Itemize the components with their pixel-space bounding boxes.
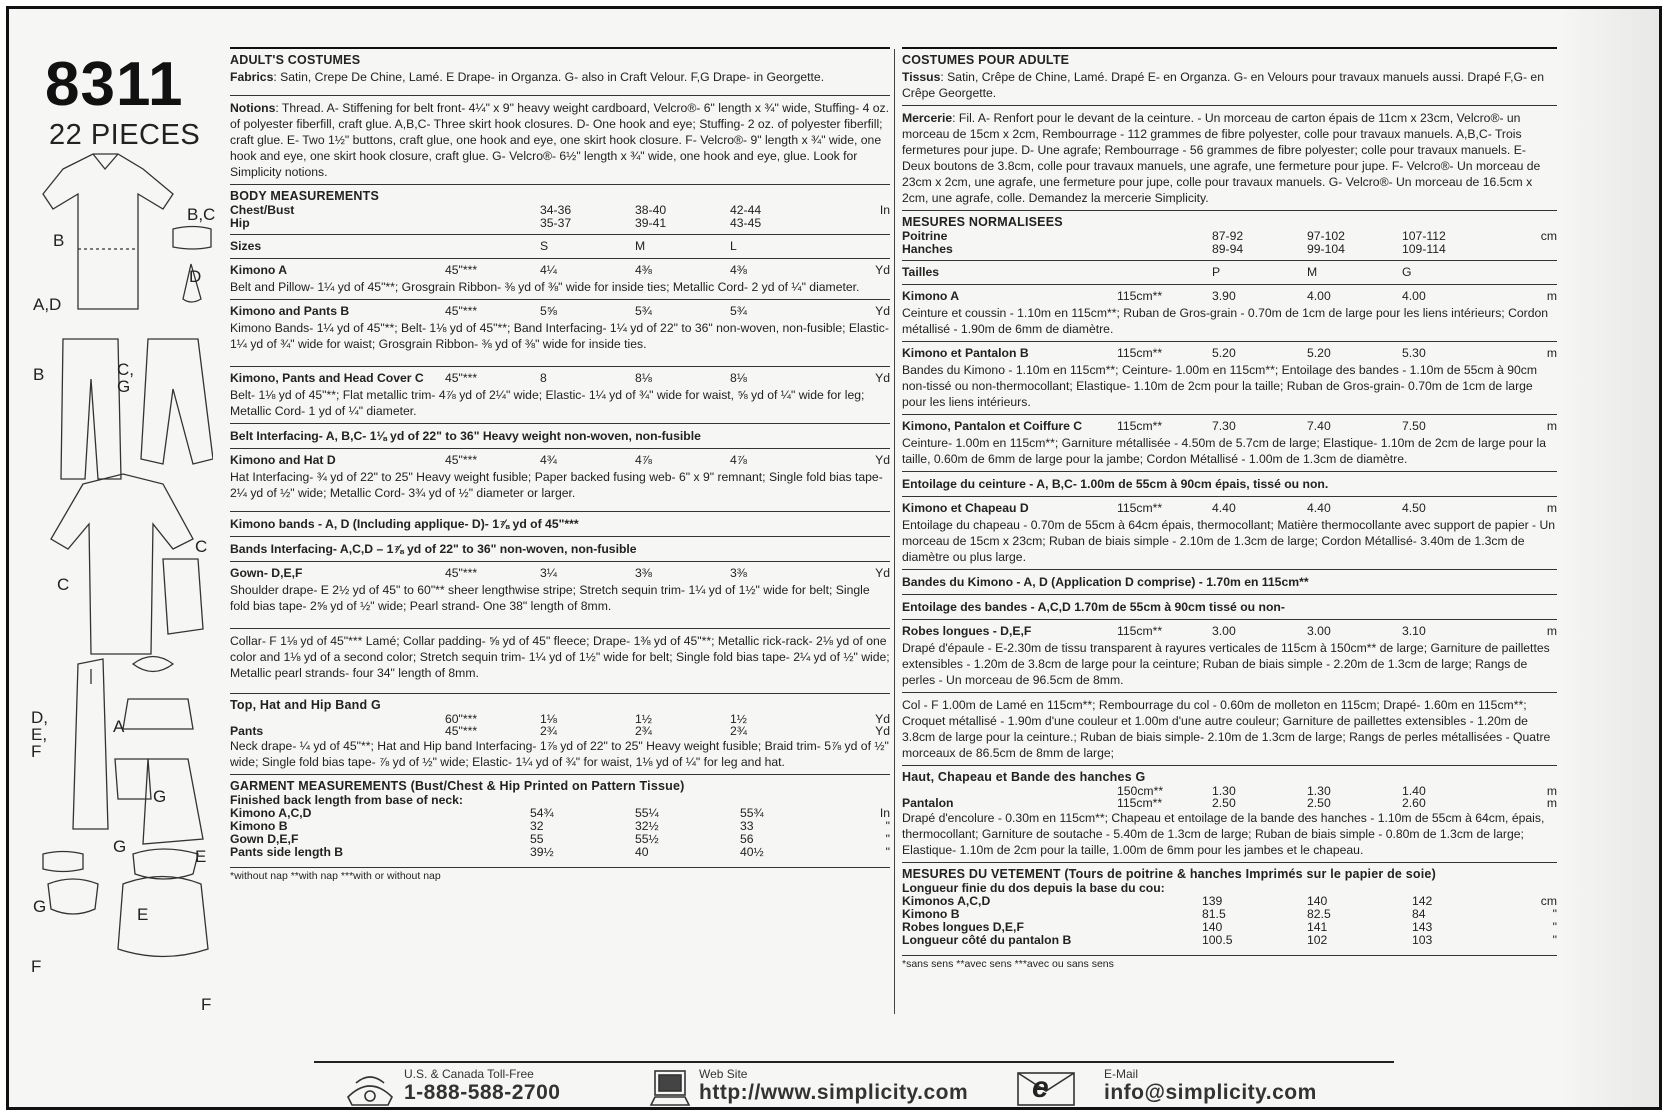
collar-section: Collar- F 1⅛ yd of 45"*** Lamé; Collar padding- ⅝ yd of 45" fleece; Drape- 1⅜ yd of 45"**; Metallic rick-rack- 2⅛ yd of one color and 1⅛ yd of a second color; Stretch sequin trim- 1¼ yd of 1½" wide for belt; Single fold bias tape- 2¼ yd of ½" wide; Metallic pearl strands- four 34" length of 8mm. xyxy=(230,628,890,685)
sizes-row: Sizes S M L xyxy=(230,234,890,258)
garment-sketches xyxy=(23,139,216,1019)
view-label-c: C xyxy=(195,537,208,556)
body-measurements-section: BODY MEASUREMENTS Chest/Bust 34-36 38-40 42-44 In Hip 35-37 39-41 43-45 xyxy=(230,184,890,234)
skirt-f2-sketch xyxy=(118,877,208,957)
view-label-e: E xyxy=(195,847,207,866)
french-column xyxy=(902,47,1557,972)
view-label-b: B xyxy=(53,231,65,250)
adults-costumes-title: ADULT'S COSTUMES xyxy=(230,53,361,67)
web-link[interactable]: http://www.simplicity.com xyxy=(699,1081,969,1104)
kimono-d-section: Kimono and Hat D 45"*** 4¾ 4⅞ 4⅞ Yd Hat Interfacing- ¾ yd of 22" to 25" Heavy weight fusible; Paper backed fusing web- 6" x 9" remnant; Single fold bias tape- 2¼ yd of ½" wide; Metallic Cord- 3¾ yd of ½" diameter or larger. xyxy=(230,448,890,505)
phone-number[interactable]: 1-888-588-2700 xyxy=(404,1081,561,1104)
view-label-ad: A,D xyxy=(33,295,62,314)
phone-icon xyxy=(342,1069,398,1114)
top-sketch xyxy=(123,699,193,729)
view-label-e2: E xyxy=(137,905,149,924)
english-footnote: *without nap **with nap ***with or without nap xyxy=(230,867,890,884)
view-label-cg: C, G xyxy=(117,360,134,396)
view-label-d: D xyxy=(189,267,202,286)
fr-bands-interfacing-row: Entoilage des bandes - A,C,D 1.70m de 55cm à 90cm tissé ou non- xyxy=(902,594,1557,619)
view-label-a: A xyxy=(113,717,125,736)
french-footnote: *sans sens **avec sens ***avec ou sans sens xyxy=(902,955,1557,972)
column-separator xyxy=(894,49,895,1014)
fr-kimono-c-section: Kimono, Pantalon et Coiffure C 115cm** 7.30 7.40 7.50 m Ceinture- 1.00m en 115cm**; Garniture métallisée - 4.50m de 5.7cm de large; Elastique- 1.10m de 2cm de large pour la taille, 0.60m de 6mm de large pour la jambe; Cordon Métallisé - 1.00m de 1.3cm de diamètre. xyxy=(902,414,1557,471)
view-label-def: D, E, F xyxy=(31,708,48,761)
costumes-pour-adulte-title: COSTUMES POUR ADULTE xyxy=(902,53,1070,67)
gown-sketch xyxy=(73,659,108,829)
view-label-f: F xyxy=(31,957,42,976)
notions-section: Notions: Thread. A- Stiffening for belt front- 4¼" x 9" heavy weight cardboard, Velcro®- 6" length x ¾" wide, Stuffing- 4 oz. of polyester fiberfill, craft glue. A,B,C- Three skirt hook closures. D- One hook and eye; Stuffing- 2 oz. of polyester fiberfill; craft glue. E- Two 1½" buttons, craft glue, one hook and eye, one skirt hook closure. F- Velcro®- 9" length x ¾" wide, one hook and eye, one skirt hook closure, craft glue. G- Velcro®- 6½" length x ¾" wide, one hook and eye, glue. Look for Simplicity notions. xyxy=(230,95,890,184)
pattern-number: 8311 xyxy=(45,50,184,119)
english-column xyxy=(230,47,890,884)
email-link[interactable]: info@simplicity.com xyxy=(1104,1081,1317,1104)
mesures-normalisees-section: MESURES NORMALISEES Poitrine 87-92 97-102 107-112 cm Hanches 89-94 99-104 109-114 xyxy=(902,210,1557,260)
top-hat-section: Top, Hat and Hip Band G 60"*** 1⅛ 1½ 1½ Yd Pants 45"*** 2¾ 2¾ 2¾ Yd Neck drape- ¼ yd of 45"**; Hat and Hip band Interfacing- 1⅞ yd of 22" to 25" Heavy weight fusible; Braid trim- 5⅞ yd of ½" wide; Single fold bias tape- ⅞ yd of ½" wide; Elastic- 1¼ yd of ¾" for waist, 1⅛ yd of ¼" for leg and hat. xyxy=(230,693,890,774)
view-label-c2: C xyxy=(57,575,70,594)
garment-line-drawings xyxy=(23,139,216,1019)
view-label-f2: F xyxy=(201,995,212,1014)
phone-block xyxy=(404,1067,560,1115)
fr-belt-interfacing-row: Entoilage du ceinture - A, B,C- 1.00m de 55cm à 90cm épais, tissé ou non. xyxy=(902,471,1557,496)
web-block xyxy=(699,1067,968,1115)
email-icon xyxy=(1014,1069,1078,1114)
kimono-b-section: Kimono and Pants B 45"*** 5⅝ 5¾ 5¾ Yd Kimono Bands- 1¼ yd of 45"**; Belt- 1⅛ yd of 45"**; Band Interfacing- 1¼ yd of 22" to 36" non-woven, non-fusible; Elastic- 1¼ yd of ¾" wide for waist; Grosgrain Ribbon- ⅜ yd of ⅜" wide for inside ties. xyxy=(230,299,890,356)
fr-kimono-d-section: Kimono et Chapeau D 115cm** 4.40 4.40 4.50 m Entoilage du chapeau - 0.70m de 55cm à 64cm épais, thermocollant; Matière thermocollante avec support de papier - Un morceau de 15cm x 23cm; Ruban de biais simple - 2.10m de 1.3cm de large; Cordon Métallisé- 3.40m de 1.3cm de diamètre ou plus large. xyxy=(902,496,1557,569)
kimono-bands-row: Kimono bands - A, D (Including applique- D)- 1⅞ yd of 45"*** xyxy=(230,511,890,536)
email-icon-letter: e xyxy=(1032,1071,1049,1104)
bow-sketch xyxy=(133,657,173,672)
skirt-f-sketch xyxy=(48,879,98,914)
fr-kimono-a-section: Kimono A 115cm** 3.90 4.00 4.00 m Ceinture et coussin - 1.10m en 115cm**; Ruban de Gros-grain - 0.70m de 1cm de large pour les liens intérieurs; Cordon métallisé - 1.90m de 6mm de diamètre. xyxy=(902,284,1557,341)
fr-garment-measurements-section: MESURES DU VETEMENT (Tours de poitrine & hanches Imprimés sur le papier de soie) Longueur finie du dos depuis la base du cou: Kimonos A,C,D 139 140 142 cm Kimono B 81.5 82.5 84 " Robes longues D,E,F 140 141 143 " Longueur côté du pantalon B 100.5 102 103 " xyxy=(902,862,1557,951)
pants-sketch xyxy=(61,339,121,479)
fr-kimono-b-section: Kimono et Pantalon B 115cm** 5.20 5.20 5.30 m Bandes du Kimono - 1.10m en 115cm**; Ceinture- 1.00m en 115cm**; Entoilage des bandes - 1.10m de 55cm à 90cm non-tissé ou non-thermocollant; Elastique- 1.10m de 2cm pour la taille; Ruban de Gros-grain- 0.70m de 1cm de large pour les liens intérieurs. xyxy=(902,341,1557,414)
view-label-bc: B,C xyxy=(187,205,216,224)
pieces-count: 22 PIECES xyxy=(49,119,201,151)
fr-top-hat-section: Haut, Chapeau et Bande des hanches G 150cm** 1.30 1.30 1.40 m Pantalon 115cm** 2.50 2.50 2.60 m Drapé d'encolure - 0.30m en 115cm**; Chapeau et entoilage de la bande des hanches - 1.10m de 55cm à 64cm, épais, thermocollant; Garniture de soutache - 5.40m de 1.3cm de large; Ruban de biais simple - 0.80m de 1.3cm de large; Elastique- 1.10m de 2cm pour la taille, 1.00m de 6mm pour les jambes et le chapeau. xyxy=(902,765,1557,862)
fabrics-section: ADULT'S COSTUMES Fabrics: Satin, Crepe De Chine, Lamé. E Drape- in Organza. G- also in Craft Velour. F,G Drape- in Georgette. xyxy=(230,47,890,89)
kimono-c-sketch xyxy=(51,474,193,654)
view-label-g: G xyxy=(153,787,167,806)
contact-strip xyxy=(314,1061,1394,1113)
kimono-c-section: Kimono, Pants and Head Cover C 45"*** 8 8⅛ 8⅛ Yd Belt- 1⅛ yd of 45"**; Flat metallic trim- 4⅞ yd of 2¼" wide; Elastic- 1¼ yd of ¾" wide for waist, ⅝ yd of ¼" wide for leg; Metallic Cord- 1 yd of ¼" diameter. xyxy=(230,366,890,423)
view-label-g2: G xyxy=(113,837,127,856)
computer-icon xyxy=(649,1069,691,1114)
belt-interfacing-row: Belt Interfacing- A, B,C- 1⅛ yd of 22" to 36" Heavy weight non-woven, non-fusible xyxy=(230,423,890,448)
view-label-g3: G xyxy=(33,897,47,916)
pattern-envelope-back xyxy=(6,6,1662,1110)
gown-section: Gown- D,E,F 45"*** 3¼ 3⅜ 3⅜ Yd Shoulder drape- E 2½ yd of 45" to 60"** sheer lengthwise stripe; Stretch sequin trim- 1¼ yd of 1½" wide for belt; Single fold bias tape- 2⅝ yd of ½" wide; Pearl strand- One 38" length of 8mm. xyxy=(230,561,890,618)
drape-sketch xyxy=(143,759,203,844)
mercerie-section: Mercerie: Fil. A- Renfort pour le devant de la ceinture. - Un morceau de carton épais de 11cm x 23cm, Velcro®- un morceau de 15cm x 2cm, Rembourrage - 112 grammes de fibre polyester, colle pour travaux manuels. A,B,C- Trois fermetures pour jupe. D- Une agrafe; Rembourrage - 56 grammes de fibre polyester; colle pour travaux manuels. E- Deux boutons de 3.8cm, colle pour travaux manuels, une agrafe, une fermeture pour jupe. F- Velcro®- Un morceau de 23cm x 2cm, une agrafe, une fermeture pour jupe, colle pour travaux manuels. G- Velcro®- Un morceau de 16.5cm x 2cm, une agrafe, colle. Demandez la mercerie Simplicity. xyxy=(902,105,1557,210)
email-block xyxy=(1104,1067,1317,1115)
belt-e-sketch xyxy=(133,849,198,879)
email-label: E-Mail xyxy=(1104,1067,1139,1081)
tissus-section: COSTUMES POUR ADULTE Tissus: Satin, Crêpe de Chine, Lamé. Drapé E- en Organza. G- en Velours pour travaux manuels aussi. Drapé F,G- en Crêpe Georgette. xyxy=(902,47,1557,105)
folded-trim-sketch xyxy=(163,559,203,634)
tailles-row: Tailles P M G xyxy=(902,260,1557,284)
bands-interfacing-row: Bands Interfacing- A,C,D – 1⅞ yd of 22" to 36" non-woven, non-fusible xyxy=(230,536,890,561)
fr-collar-section: Col - F 1.00m de Lamé en 115cm**; Rembourrage du col - 0.60m de molleton en 115cm; Drapé- 1.60m en 115cm**; Croquet métallisé - 1.90m d'une couleur et 1.00m d'une autre couleur; Garniture de paillettes extensibles - 1.20m de 3.8cm de large pour la ceinture.; Ruban de biais simple- 2.10m de 1.3cm de large; Rangs de perles métallisées - Quatre morceaux de 86.5cm de 8mm de large; xyxy=(902,692,1557,765)
web-label: Web Site xyxy=(699,1067,748,1081)
fr-kimono-bands-row: Bandes du Kimono - A, D (Application D comprise) - 1.70m en 115cm** xyxy=(902,569,1557,594)
headband-sketch xyxy=(173,227,211,250)
kimono-a-section: Kimono A 45"*** 4¼ 4⅜ 4⅜ Yd Belt and Pillow- 1¼ yd of 45"**; Grosgrain Ribbon- ⅜ yd of ⅜" wide for inside ties; Metallic Cord- 2 yd of ¼" diameter. xyxy=(230,258,890,299)
harem-pants-sketch xyxy=(141,339,213,464)
belt-g-sketch xyxy=(43,852,83,872)
fr-gown-section: Robes longues - D,E,F 115cm** 3.00 3.00 3.10 m Drapé d'épaule - E-2.30m de tissu transparent à rayures verticales de 115cm à 150cm** de large; Garniture de paillettes extensibles - 1.20m de 3.8cm de large pour la ceinture; Ruban de biais simple - 2.20m de 1.3cm de large; Rangs de perles - Un morceau de 96.5cm de 8mm. xyxy=(902,619,1557,692)
phone-label: U.S. & Canada Toll-Free xyxy=(404,1067,534,1081)
view-label-b2: B xyxy=(33,365,45,384)
garment-measurements-section: GARMENT MEASUREMENTS (Bust/Chest & Hip Printed on Pattern Tissue) Finished back length from base of neck: Kimono A,C,D 54¾ 55¼ 55¾ In Kimono B 32 32½ 33 " Gown D,E,F 55 55½ 56 " Pants side length B 39½ 40 40½ " xyxy=(230,774,890,863)
